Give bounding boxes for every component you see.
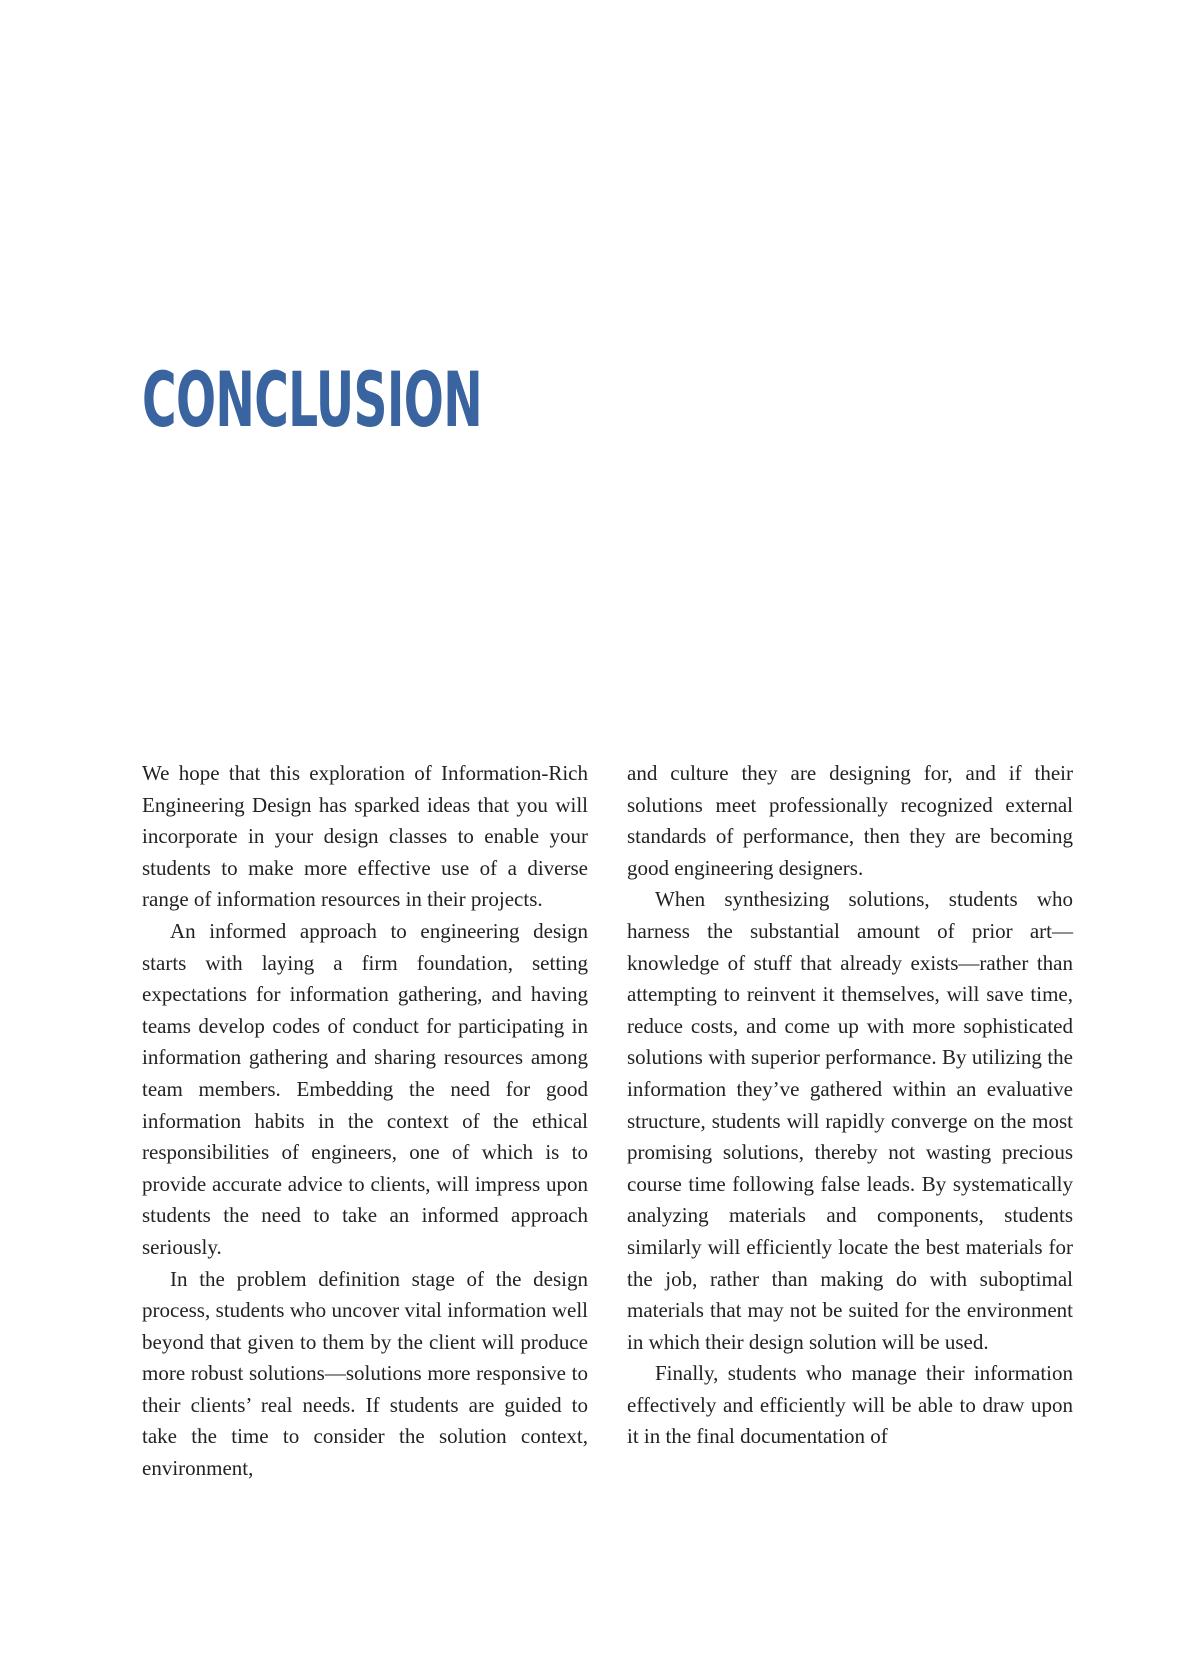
paragraph-informed-approach: An informed approach to engineering design starts with laying a firm foundation, setting expectations for information gathering, and having teams develop codes of conduct for participating in information gathering and sharing resources among team members. Embedding the need for good information habits in the context of the ethical responsibilities of engineers, one of which is to provide accurate advice to clients, will impress upon students the need to take an informed approach seriously. [142,918,588,1259]
chapter-title: CONCLUSION [142,355,483,444]
left-column [142,758,588,1485]
right-column [627,758,1073,1485]
body-text [142,758,1073,1485]
paragraph-problem-definition: In the problem definition stage of the design process, students who uncover vital information well beyond that given to them by the client will produce more robust solutions—solutions more responsive to their clients’ real needs. If students are guided to take the time to consider the solution context, environment, [142,1266,588,1481]
paragraph-finally: Finally, students who manage their information effectively and efficiently will be able to draw upon it in the final documentation of [627,1361,1073,1449]
paragraph-intro: We hope that this exploration of Information-Rich Engineering Design has sparked ideas that you will incorporate in your design classes to enable your students to make more effective use of a diverse range of information resources in their projects. [142,761,588,912]
paragraph-synthesizing-solutions: When synthesizing solutions, students who harness the substantial amount of prior art—knowledge of stuff that already exists—rather than attempting to reinvent it themselves, will save time, reduce costs, and come up with more sophisticated solutions with superior performance. By utilizing the information they’ve gathered within an evaluative structure, students will rapidly converge on the most promising solutions, thereby not wasting precious course time following false leads. By systematically analyzing materials and components, students similarly will efficiently locate the best materials for the job, rather than making do with suboptimal materials that may not be suited for the environment in which their design solution will be used. [627,887,1073,1354]
paragraph-continued: and culture they are designing for, and if their solutions meet professionally recognized external standards of performance, then they are becoming good engineering designers. [627,761,1073,880]
